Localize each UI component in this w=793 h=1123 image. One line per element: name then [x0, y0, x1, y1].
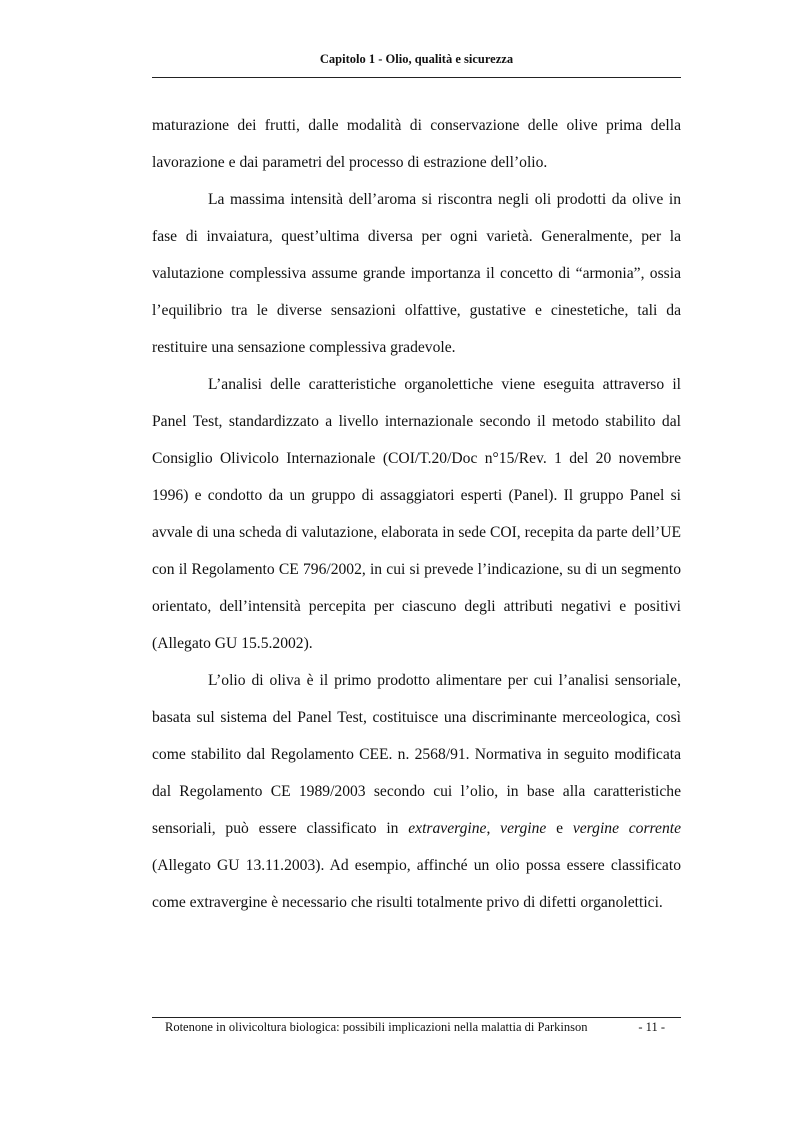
- paragraph-classification-text-2: (Allegato GU 13.11.2003). Ad esempio, affinché un olio possa essere classificato come extravergine è necessario che risulti totalmente privo di difetti organolettici.: [152, 857, 681, 911]
- body-text: [152, 107, 681, 921]
- term-vergine-corrente: vergine corrente: [572, 820, 682, 837]
- chapter-header: Capitolo 1 - Olio, qualità e sicurezza: [319, 52, 514, 66]
- footer-title: Rotenone in olivicoltura biologica: possibili implicazioni nella malattia di Parkinson: [165, 1020, 588, 1034]
- separator-2: e: [546, 820, 573, 837]
- page-number: - 11 -: [638, 1020, 665, 1034]
- paragraph-aroma: La massima intensità dell’aroma si riscontra negli oli prodotti da olive in fase di invaiatura, quest’ultima diversa per ogni varietà. Generalmente, per la valutazione complessiva assume grande importanza il concetto di “armonia”, ossia l’equilibrio tra le diverse sensazioni olfattive, gustative e cinestetiche, tali da restituire una sensazione complessiva gradevole.: [152, 191, 681, 356]
- paragraph-continuation: maturazione dei frutti, dalle modalità di conservazione delle olive prima della lavorazione e dai parametri del processo di estrazione dell’olio.: [152, 117, 681, 171]
- term-vergine: vergine: [500, 820, 547, 837]
- paragraph-panel-test: L’analisi delle caratteristiche organolettiche viene eseguita attraverso il Panel Test, standardizzato a livello internazionale secondo il metodo stabilito dal Consiglio Olivicolo Internazionale (COI/T.20/Doc n°15/Rev. 1 del 20 novembre 1996) e condotto da un gruppo di assaggiatori esperti (Panel). Il gruppo Panel si avvale di una scheda di valutazione, elaborata in sede COI, recepita da parte dell’UE con il Regolamento CE 796/2002, in cui si prevede l’indicazione, su di un segmento orientato, dell’intensità percepita per ciascuno degli attributi negativi e positivi (Allegato GU 15.5.2002).: [152, 376, 681, 652]
- term-extravergine: extravergine: [408, 820, 487, 837]
- paragraph-classification: [152, 662, 681, 921]
- paragraph-classification-text-1: L’olio di oliva è il primo prodotto alimentare per cui l’analisi sensoriale, basata sul sistema del Panel Test, costituisce una discriminante merceologica, così come stabilito dal Regolamento CEE. n. 2568/91. Normativa in seguito modificata dal Regolamento CE 1989/2003 secondo cui l’olio, in base alla caratteristiche sensoriali, può essere classificato in: [152, 672, 681, 837]
- separator-1: ,: [486, 820, 501, 837]
- header-divider: [152, 77, 681, 78]
